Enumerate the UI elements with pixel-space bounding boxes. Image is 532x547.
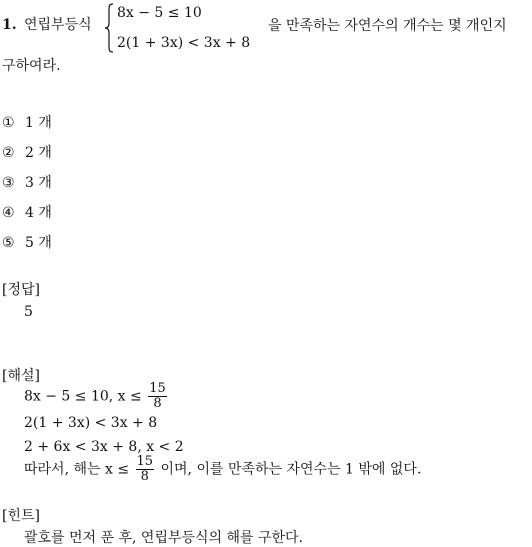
system-line-1: 8x − 5 ≤ 10: [117, 5, 202, 21]
explanation-line-1: [24, 382, 169, 411]
explanation-line-4: [24, 455, 421, 484]
choice-label: 1 개: [25, 115, 52, 131]
explanation-line-2: 2(1 + 3x) < 3x + 8: [24, 415, 158, 431]
choice-2[interactable]: [2, 145, 52, 161]
system-line-2: 2(1 + 3x) < 3x + 8: [117, 35, 251, 51]
choice-marker: ⑤: [2, 235, 15, 251]
fraction-numerator: 15: [136, 454, 154, 469]
fraction-denominator: 8: [140, 469, 149, 484]
question-line-2: 구하여라.: [2, 58, 61, 74]
explanation-heading: [해설]: [2, 368, 40, 384]
choice-1[interactable]: [2, 115, 52, 131]
choice-label: 3 개: [25, 175, 52, 191]
choice-marker: ②: [2, 145, 15, 161]
choice-label: 5 개: [25, 235, 52, 251]
fraction: [136, 455, 155, 484]
answer-heading: [정답]: [2, 282, 40, 298]
choice-marker: ④: [2, 205, 15, 221]
explanation-line-1-text: 8x − 5 ≤ 10, x ≤: [24, 388, 142, 405]
fraction-numerator: 15: [149, 381, 166, 396]
choice-marker: ③: [2, 175, 15, 191]
choice-4[interactable]: [2, 205, 52, 221]
choice-label: 2 개: [25, 145, 52, 161]
left-brace-icon: [104, 3, 114, 53]
choice-3[interactable]: [2, 175, 52, 191]
choice-label: 4 개: [25, 205, 52, 221]
fraction: [148, 382, 167, 411]
answer-value: 5: [24, 304, 33, 320]
question-prefix: 연립부등식: [24, 17, 92, 33]
hint-heading: [힌트]: [2, 508, 40, 524]
question-number: 1.: [2, 17, 17, 33]
hint-text: 괄호를 먼저 푼 후, 연립부등식의 해를 구한다.: [24, 530, 304, 546]
choice-marker: ①: [2, 115, 15, 131]
fraction-denominator: 8: [153, 396, 162, 411]
question-suffix: 을 만족하는 자연수의 개수는 몇 개인지: [268, 18, 507, 34]
explanation-line-4-text-b: 이며, 이를 만족하는 자연수는 1 밖에 없다.: [160, 461, 422, 478]
choice-5[interactable]: [2, 235, 52, 251]
explanation-line-4-text-a: 따라서, 해는 x ≤: [24, 461, 130, 478]
explanation-line-3: 2 + 6x < 3x + 8, x < 2: [24, 439, 184, 455]
